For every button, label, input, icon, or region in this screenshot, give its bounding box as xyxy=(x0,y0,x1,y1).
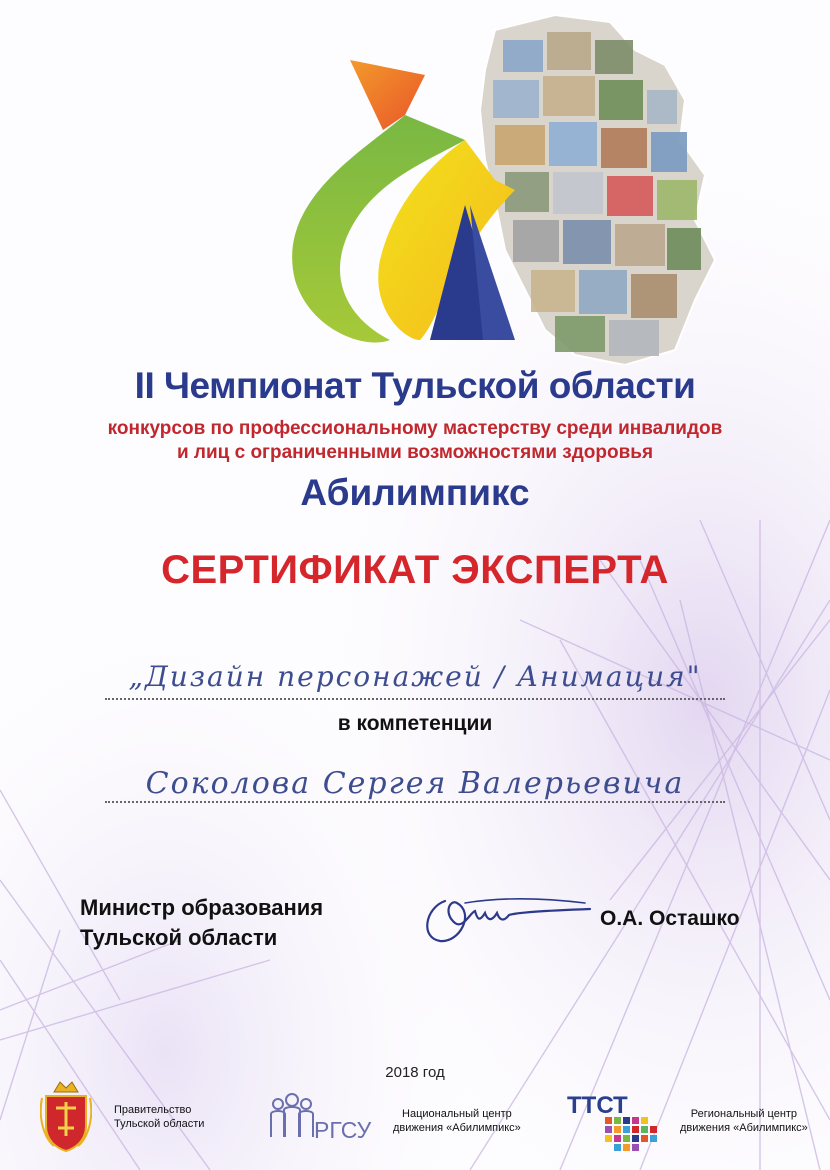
org-tula-government xyxy=(114,1103,204,1131)
ttst-logo-text: ТТСТ xyxy=(567,1092,628,1119)
tula-coat-of-arms-icon xyxy=(40,1078,92,1153)
brand-title: Абилимпикс xyxy=(300,472,530,513)
org-regional-center-line1: Региональный центр xyxy=(690,1108,798,1120)
org-national-center-line1: Национальный центр xyxy=(402,1108,512,1120)
org-national-center-line2: движения «Абилимпикс» xyxy=(393,1122,521,1134)
signatory-position-line2: Тульской области xyxy=(80,925,278,950)
org-regional-center xyxy=(680,1107,808,1135)
certificate-title: СЕРТИФИКАТ ЭКСПЕРТА xyxy=(161,548,669,592)
competence-handwritten: „Дизайн персонажей / Анимация" xyxy=(128,660,702,693)
person-name-handwritten: Соколова Сергея Валерьевича xyxy=(145,766,685,801)
championship-subtitle-line2: и лиц с ограниченными возможностями здоровья xyxy=(176,442,654,463)
org-tula-government-line2: Тульской области xyxy=(114,1118,205,1130)
org-regional-center-line2: движения «Абилимпикс» xyxy=(680,1122,808,1134)
person-dotted-line xyxy=(105,801,725,803)
org-national-center xyxy=(393,1107,521,1135)
org-tula-government-line1: Правительство xyxy=(114,1104,192,1116)
rgsu-logo-text: РГСУ xyxy=(314,1117,372,1143)
signatory-name: О.А. Осташко xyxy=(600,907,740,930)
championship-title: II Чемпионат Тульской области xyxy=(134,365,696,406)
certificate-year: 2018 год xyxy=(385,1064,445,1081)
handwritten-signature xyxy=(415,883,595,948)
abilympics-emblem xyxy=(255,10,725,365)
championship-subtitle-line1: конкурсов по профессиональному мастерству среди инвалидов xyxy=(107,418,723,439)
competence-dotted-line xyxy=(105,698,725,700)
competence-label: в компетенции xyxy=(337,712,493,735)
signatory-position-line1: Министр образования xyxy=(80,895,324,920)
signatory-position xyxy=(80,893,323,953)
